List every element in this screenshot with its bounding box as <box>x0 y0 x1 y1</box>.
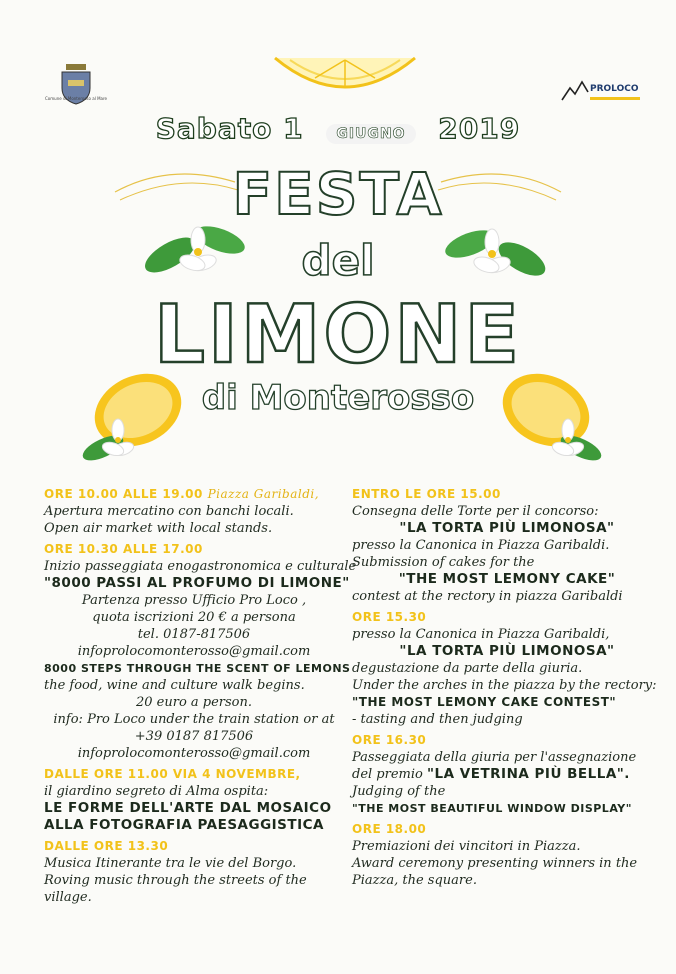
event-text: contest at the rectory in piazza Garibaldi <box>352 589 623 604</box>
event-time: ORE 10.00 ALLE 19.00 Piazza Garibaldi, <box>44 487 320 501</box>
event-text: del premio "LA VETRINA PIÙ BELLA". <box>352 766 630 782</box>
title-limone: LIMONE <box>154 288 522 381</box>
event-time: ORE 15.30 <box>352 610 427 624</box>
event-text: quota iscrizioni 20 € a persona <box>92 610 296 625</box>
event-time: ORE 18.00 <box>352 822 427 836</box>
event-text: Apertura mercatino con banchi locali. <box>44 504 294 519</box>
date-month: GIUGNO <box>326 124 415 144</box>
event-title: "LA TORTA PIÙ LIMONOSA" <box>399 643 615 659</box>
event-text: Award ceremony presenting winners in the <box>352 856 638 871</box>
lemon-right-icon <box>496 360 606 470</box>
event-text: Consegna delle Torte per il concorso: <box>352 504 599 519</box>
event-text: Open air market with local stands. <box>44 521 273 536</box>
event-phone: +39 0187 817506 <box>134 729 254 744</box>
event-text: degustazione da parte della giuria. <box>352 661 583 676</box>
event-title: "THE MOST BEAUTIFUL WINDOW DISPLAY" <box>352 802 632 815</box>
event-text: Musica Itinerante tra le vie del Borgo. <box>44 856 297 871</box>
date-year: 2019 <box>438 112 521 145</box>
program-left-column <box>44 486 357 906</box>
event-text: presso la Canonica in Piazza Garibaldi. <box>352 538 610 553</box>
lemon-slice-decoration-icon <box>270 56 420 96</box>
event-text: the food, wine and culture walk begins. <box>44 678 305 693</box>
proloco-label: PROLOCO <box>590 84 639 94</box>
event-time: DALLE ORE 11.00 VIA 4 NOVEMBRE, <box>44 767 301 781</box>
title-place: di Monterosso <box>201 378 475 418</box>
event-text: presso la Canonica in Piazza Garibaldi, <box>352 627 610 642</box>
event-email: infoprolocomonterosso@gmail.com <box>77 644 311 659</box>
event-text: village. <box>44 890 92 905</box>
event-title: "8000 PASSI AL PROFUMO DI LIMONE" <box>44 575 350 591</box>
event-text: - tasting and then judging <box>352 712 523 727</box>
event-title: "LA VETRINA PIÙ BELLA". <box>427 766 630 782</box>
proloco-mountain-icon <box>560 78 590 104</box>
event-title: LE FORME DELL'ARTE DAL MOSAICO <box>44 800 332 816</box>
event-title: "LA TORTA PIÙ LIMONOSA" <box>399 520 615 536</box>
event-title: "THE MOST LEMONY CAKE CONTEST" <box>352 695 617 709</box>
event-text: il giardino segreto di Alma ospita: <box>44 784 269 799</box>
lemon-left-icon <box>78 360 188 470</box>
event-text: Premiazioni dei vincitori in Piazza. <box>352 839 581 854</box>
event-text: Passeggiata della giuria per l'assegnazione <box>352 750 637 765</box>
event-location: Piazza Garibaldi, <box>207 487 320 501</box>
program-right-column <box>352 486 662 889</box>
municipality-caption: Comune di Monterosso al Mare <box>45 96 107 101</box>
event-title: 8000 STEPS THROUGH THE SCENT OF LEMONS <box>44 662 351 675</box>
event-time: ENTRO LE ORE 15.00 <box>352 487 501 501</box>
event-text: Under the arches in the piazza by the rectory: <box>352 678 657 693</box>
event-text: Piazza, the square. <box>352 873 477 888</box>
event-time: ORE 10.30 ALLE 17.00 <box>44 542 203 556</box>
proloco-logo <box>560 78 660 106</box>
event-time: DALLE ORE 13.30 <box>44 839 169 853</box>
event-title: ALLA FOTOGRAFIA PAESAGGISTICA <box>44 817 324 833</box>
event-phone: tel. 0187-817506 <box>137 627 251 642</box>
lemon-blossom-right-icon <box>440 214 550 294</box>
event-text: Judging of the <box>352 784 446 799</box>
event-text: info: Pro Loco under the train station or at <box>53 712 335 727</box>
lemon-blossom-left-icon <box>140 210 250 290</box>
event-time: ORE 16.30 <box>352 733 427 747</box>
event-email: infoprolocomonterosso@gmail.com <box>77 746 311 761</box>
event-text: Inizio passeggiata enogastronomica e culturale <box>44 559 357 574</box>
event-text: Partenza presso Ufficio Pro Loco , <box>81 593 307 608</box>
event-text: Roving music through the streets of the <box>44 873 307 888</box>
title-festa: FESTA <box>232 160 444 228</box>
date-day: Sabato 1 <box>155 112 304 145</box>
event-date <box>0 112 676 145</box>
event-text: 20 euro a person. <box>135 695 253 710</box>
title-del: del <box>301 236 375 285</box>
event-title: "THE MOST LEMONY CAKE" <box>398 571 616 587</box>
event-text: Submission of cakes for the <box>352 555 535 570</box>
